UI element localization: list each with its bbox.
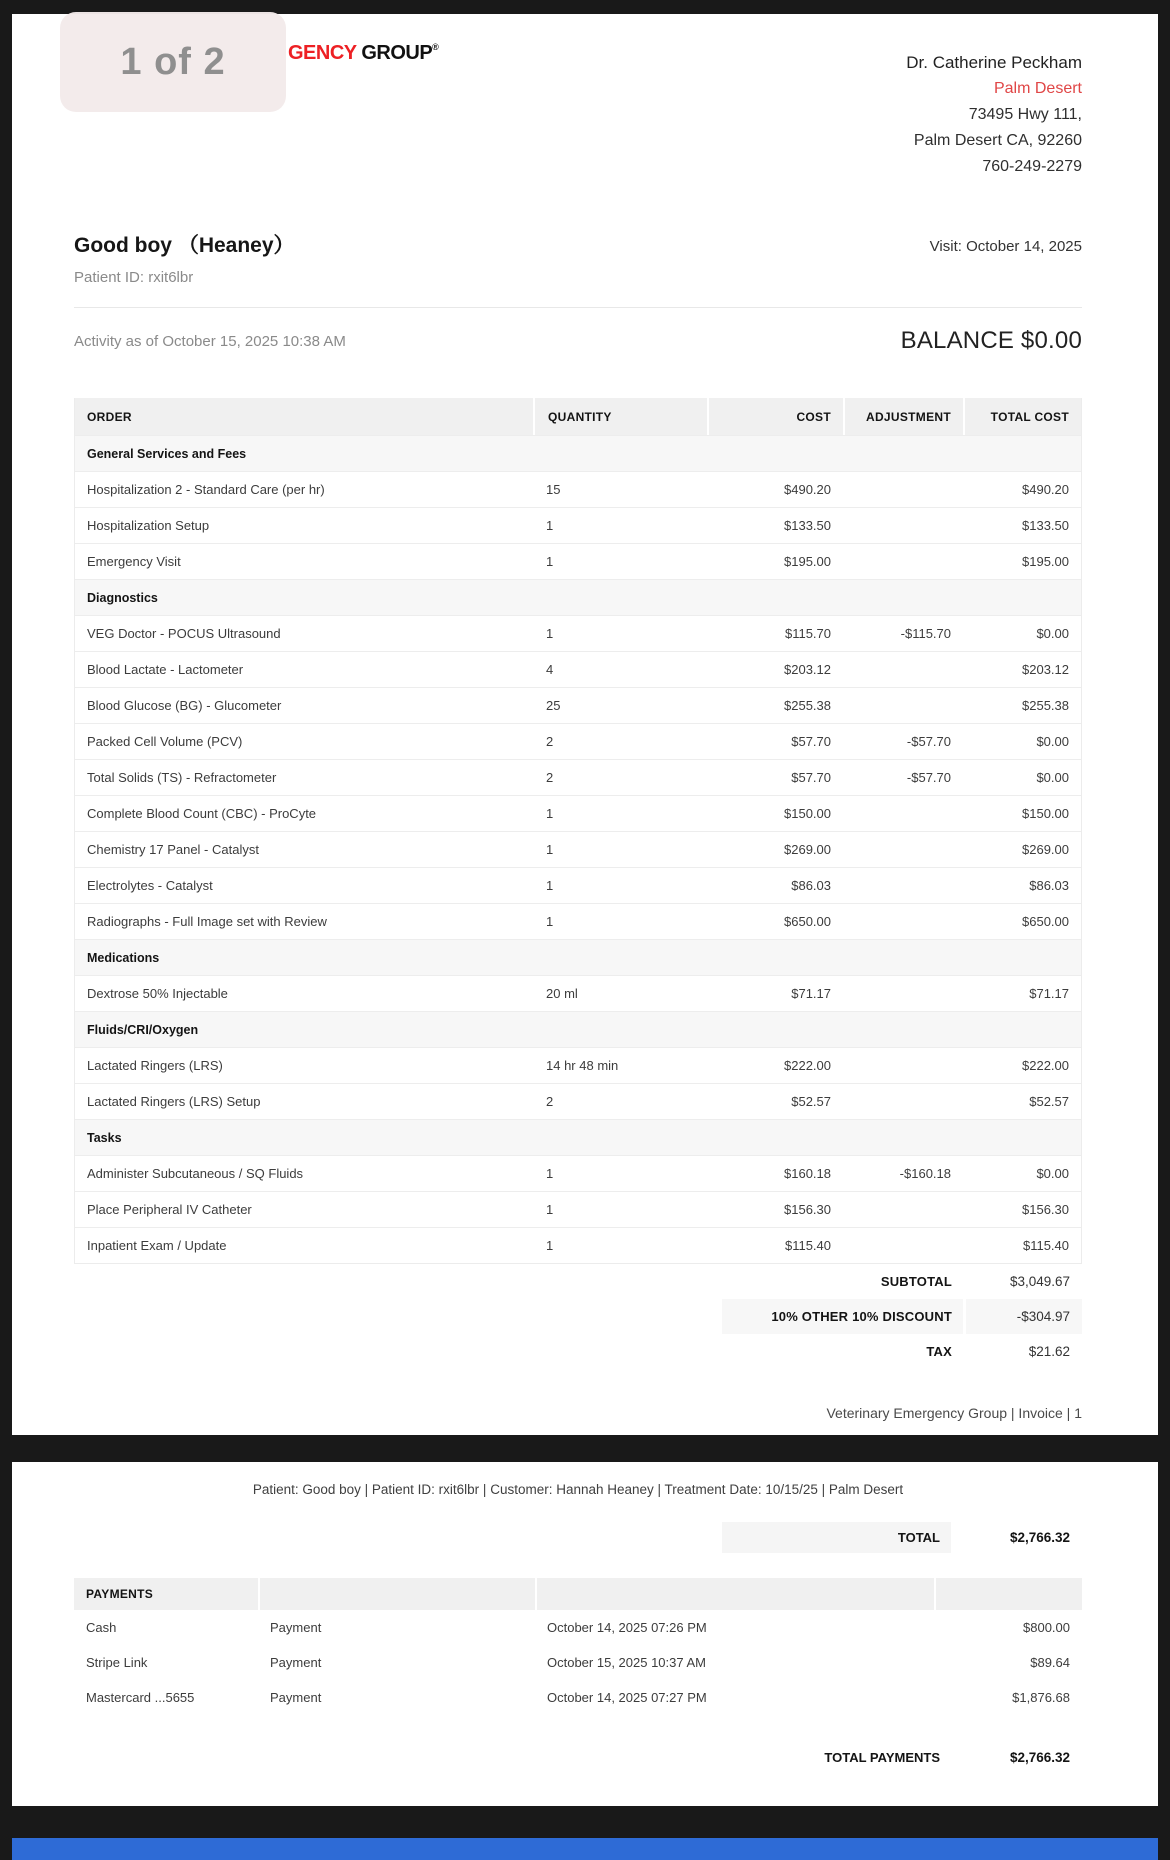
payment-cell-date: October 14, 2025 07:27 PM (547, 1690, 707, 1705)
visit-date: Visit: October 14, 2025 (929, 238, 1082, 255)
logo-red-text: GENCY (288, 42, 357, 64)
veg-logo (288, 42, 438, 65)
order-cell-total: $203.12 (1022, 662, 1069, 677)
order-cell-adjustment: -$57.70 (906, 770, 951, 785)
order-cell-total: $0.00 (1036, 770, 1069, 785)
order-cell-total: $0.00 (1036, 1166, 1069, 1181)
order-item-row (75, 1083, 1081, 1119)
page-indicator-label: 1 of 2 (120, 40, 226, 83)
order-cell-order: Lactated Ringers (LRS) (87, 1058, 223, 1073)
logo-black-text: GROUP (361, 42, 433, 64)
order-cell-order: Blood Lactate - Lactometer (87, 662, 244, 677)
tax-row (722, 1334, 1082, 1369)
clinic-address-line1: 73495 Hwy 111, (968, 106, 1082, 123)
order-section-row (75, 435, 1081, 471)
order-section-row (75, 1011, 1081, 1047)
col-header-adjustment: ADJUSTMENT (843, 398, 963, 435)
discount-row (722, 1299, 1082, 1334)
order-cell-total: $222.00 (1022, 1058, 1069, 1073)
order-cell-cost: $255.38 (784, 698, 831, 713)
payments-table-header (74, 1578, 1082, 1610)
order-cell-order: Place Peripheral IV Catheter (87, 1202, 252, 1217)
order-item-row (75, 1191, 1081, 1227)
payment-row (74, 1610, 1082, 1645)
order-section-row (75, 939, 1081, 975)
order-cell-order: Administer Subcutaneous / SQ Fluids (87, 1166, 304, 1181)
total-row (722, 1522, 1082, 1553)
order-cell-order: Chemistry 17 Panel - Catalyst (87, 842, 259, 857)
order-item-row (75, 903, 1081, 939)
col-header-payment-date (535, 1578, 934, 1610)
invoice-footer: Veterinary Emergency Group | Invoice | 1 (826, 1405, 1082, 1421)
order-cell-total: $650.00 (1022, 914, 1069, 929)
order-cell-cost: $160.18 (784, 1166, 831, 1181)
order-table-body (75, 435, 1081, 1263)
order-cell-cost: $115.40 (784, 1238, 831, 1253)
order-item-row (75, 543, 1081, 579)
order-cell-cost: $57.70 (791, 770, 831, 785)
order-cell-quantity: 1 (546, 914, 554, 929)
order-cell-cost: $71.17 (791, 986, 831, 1001)
order-cell-cost: $57.70 (791, 734, 831, 749)
col-header-payment-type (258, 1578, 535, 1610)
payment-row (74, 1645, 1082, 1680)
payment-cell-date: October 15, 2025 10:37 AM (547, 1655, 706, 1670)
payment-cell-date: October 14, 2025 07:26 PM (547, 1620, 707, 1635)
order-cell-quantity: 1 (546, 1166, 554, 1181)
order-item-row (75, 723, 1081, 759)
payment-cell-amount: $1,876.68 (1012, 1690, 1070, 1705)
payment-cell-type: Payment (270, 1655, 322, 1670)
payment-cell-method: Stripe Link (86, 1655, 148, 1670)
order-item-row (75, 615, 1081, 651)
order-cell-cost: $490.20 (784, 482, 831, 497)
payment-cell-method: Mastercard ...5655 (86, 1690, 195, 1705)
order-cell-order: Dextrose 50% Injectable (87, 986, 228, 1001)
payment-cell-type: Payment (270, 1690, 322, 1705)
order-table (74, 398, 1082, 1264)
col-header-payments: PAYMENTS (86, 1587, 154, 1601)
payment-cell-type: Payment (270, 1620, 322, 1635)
order-item-row (75, 507, 1081, 543)
tax-value: $21.62 (1028, 1344, 1070, 1359)
order-cell-cost: $115.70 (784, 626, 831, 641)
order-cell-quantity: 1 (546, 554, 554, 569)
bottom-blue-bar (12, 1838, 1158, 1860)
clinic-contact-block (906, 50, 1082, 180)
order-cell-order: Hospitalization Setup (87, 518, 210, 533)
order-cell-cost: $150.00 (784, 806, 831, 821)
order-cell-total: $195.00 (1022, 554, 1069, 569)
invoice-page-1 (12, 14, 1158, 1435)
order-cell-order: Lactated Ringers (LRS) Setup (87, 1094, 261, 1109)
order-cell-total: $133.50 (1022, 518, 1069, 533)
order-cell-order: Packed Cell Volume (PCV) (87, 734, 243, 749)
order-cell-order: Blood Glucose (BG) - Glucometer (87, 698, 282, 713)
order-cell-cost: $203.12 (784, 662, 831, 677)
payment-cell-amount: $89.64 (1030, 1655, 1070, 1670)
order-item-row (75, 759, 1081, 795)
order-cell-quantity: 15 (546, 482, 561, 497)
order-cell-total: $490.20 (1022, 482, 1069, 497)
order-cell-cost: $269.00 (784, 842, 831, 857)
order-item-row (75, 471, 1081, 507)
order-item-row (75, 831, 1081, 867)
invoice-page-2 (12, 1462, 1158, 1806)
order-cell-cost: $650.00 (784, 914, 831, 929)
order-item-row (75, 1227, 1081, 1263)
payment-row (74, 1680, 1082, 1715)
order-cell-quantity: 20 ml (546, 986, 578, 1001)
order-cell-cost: $86.03 (791, 878, 831, 893)
subtotal-value: $3,049.67 (1009, 1274, 1070, 1289)
order-cell-quantity: 25 (546, 698, 561, 713)
col-header-total-cost: TOTAL COST (963, 398, 1081, 435)
discount-value: -$304.97 (963, 1299, 1082, 1334)
order-item-row (75, 1047, 1081, 1083)
order-section-row (75, 1119, 1081, 1155)
order-cell-cost: $52.57 (791, 1094, 831, 1109)
order-cell-quantity: 1 (546, 1238, 554, 1253)
registered-mark: ® (432, 42, 439, 52)
balance-amount: BALANCE $0.00 (900, 327, 1082, 354)
order-cell-total: $150.00 (1022, 806, 1069, 821)
order-cell-order: Radiographs - Full Image set with Review (87, 914, 327, 929)
order-cell-order: Emergency Visit (87, 554, 181, 569)
order-cell-order: VEG Doctor - POCUS Ultrasound (87, 626, 281, 641)
order-cell-order: Inpatient Exam / Update (87, 1238, 227, 1253)
order-cell-quantity: 2 (546, 734, 554, 749)
col-header-order: ORDER (87, 409, 132, 424)
order-item-row (75, 867, 1081, 903)
col-header-payment-amount (934, 1578, 1082, 1610)
payments-table-body (74, 1610, 1082, 1715)
header-divider (74, 307, 1082, 308)
order-cell-total: $269.00 (1022, 842, 1069, 857)
total-label: TOTAL (722, 1522, 951, 1553)
order-section-label: General Services and Fees (87, 446, 247, 461)
order-item-row (75, 1155, 1081, 1191)
subtotal-label: SUBTOTAL (880, 1274, 952, 1289)
order-cell-order: Total Solids (TS) - Refractometer (87, 770, 277, 785)
order-cell-adjustment: -$115.70 (900, 626, 951, 641)
order-cell-total: $52.57 (1029, 1094, 1069, 1109)
clinic-phone: 760-249-2279 (982, 158, 1082, 175)
total-payments-row (722, 1742, 1082, 1773)
col-header-cost: COST (707, 398, 843, 435)
order-section-label: Fluids/CRI/Oxygen (87, 1022, 199, 1037)
order-cell-adjustment: -$57.70 (906, 734, 951, 749)
order-cell-quantity: 1 (546, 626, 554, 641)
total-payments-value: $2,766.32 (1009, 1750, 1070, 1765)
order-cell-quantity: 2 (546, 1094, 554, 1109)
order-cell-total: $255.38 (1022, 698, 1069, 713)
order-cell-adjustment: -$160.18 (899, 1166, 951, 1181)
order-section-row (75, 579, 1081, 615)
order-cell-quantity: 1 (546, 806, 554, 821)
payment-cell-amount: $800.00 (1023, 1620, 1070, 1635)
payments-table (74, 1578, 1082, 1715)
clinic-location: Palm Desert (993, 80, 1082, 97)
order-cell-quantity: 2 (546, 770, 554, 785)
order-cell-cost: $195.00 (784, 554, 831, 569)
total-payments-label: TOTAL PAYMENTS (824, 1750, 940, 1765)
order-section-label: Medications (87, 950, 160, 965)
activity-timestamp: Activity as of October 15, 2025 10:38 AM (74, 333, 346, 350)
order-cell-quantity: 1 (546, 1202, 554, 1217)
order-table-header (75, 398, 1081, 435)
order-cell-cost: $133.50 (784, 518, 831, 533)
order-cell-total: $0.00 (1036, 626, 1069, 641)
order-item-row (75, 795, 1081, 831)
order-cell-total: $156.30 (1022, 1202, 1069, 1217)
order-cell-quantity: 14 hr 48 min (546, 1058, 619, 1073)
patient-name: Good boy （Heaney） (74, 234, 295, 257)
order-item-row (75, 975, 1081, 1011)
order-cell-total: $0.00 (1036, 734, 1069, 749)
order-cell-total: $115.40 (1022, 1238, 1069, 1253)
order-cell-order: Hospitalization 2 - Standard Care (per hr) (87, 482, 325, 497)
doctor-name: Dr. Catherine Peckham (906, 53, 1082, 72)
subtotal-row (722, 1264, 1082, 1299)
order-cell-total: $71.17 (1029, 986, 1069, 1001)
order-section-label: Tasks (87, 1130, 122, 1145)
order-cell-quantity: 1 (546, 518, 554, 533)
payment-cell-method: Cash (86, 1620, 117, 1635)
patient-summary-line: Patient: Good boy | Patient ID: rxit6lbr | Customer: Hannah Heaney | Treatment Date: 10/15/25 | Palm Desert (252, 1482, 904, 1497)
discount-label: 10% OTHER 10% DISCOUNT (722, 1299, 963, 1334)
total-value: $2,766.32 (1009, 1530, 1070, 1545)
order-cell-cost: $222.00 (784, 1058, 831, 1073)
order-section-label: Diagnostics (87, 590, 158, 605)
order-cell-order: Complete Blood Count (CBC) - ProCyte (87, 806, 317, 821)
tax-label: TAX (926, 1344, 952, 1359)
page-indicator-badge (60, 12, 286, 112)
patient-id: Patient ID: rxit6lbr (74, 269, 194, 286)
order-cell-quantity: 4 (546, 662, 554, 677)
order-cell-quantity: 1 (546, 842, 554, 857)
order-item-row (75, 687, 1081, 723)
order-cell-total: $86.03 (1029, 878, 1069, 893)
col-header-quantity: QUANTITY (533, 398, 707, 435)
clinic-address-line2: Palm Desert CA, 92260 (913, 132, 1082, 149)
order-cell-quantity: 1 (546, 878, 554, 893)
order-cell-cost: $156.30 (784, 1202, 831, 1217)
order-item-row (75, 651, 1081, 687)
order-cell-order: Electrolytes - Catalyst (87, 878, 213, 893)
